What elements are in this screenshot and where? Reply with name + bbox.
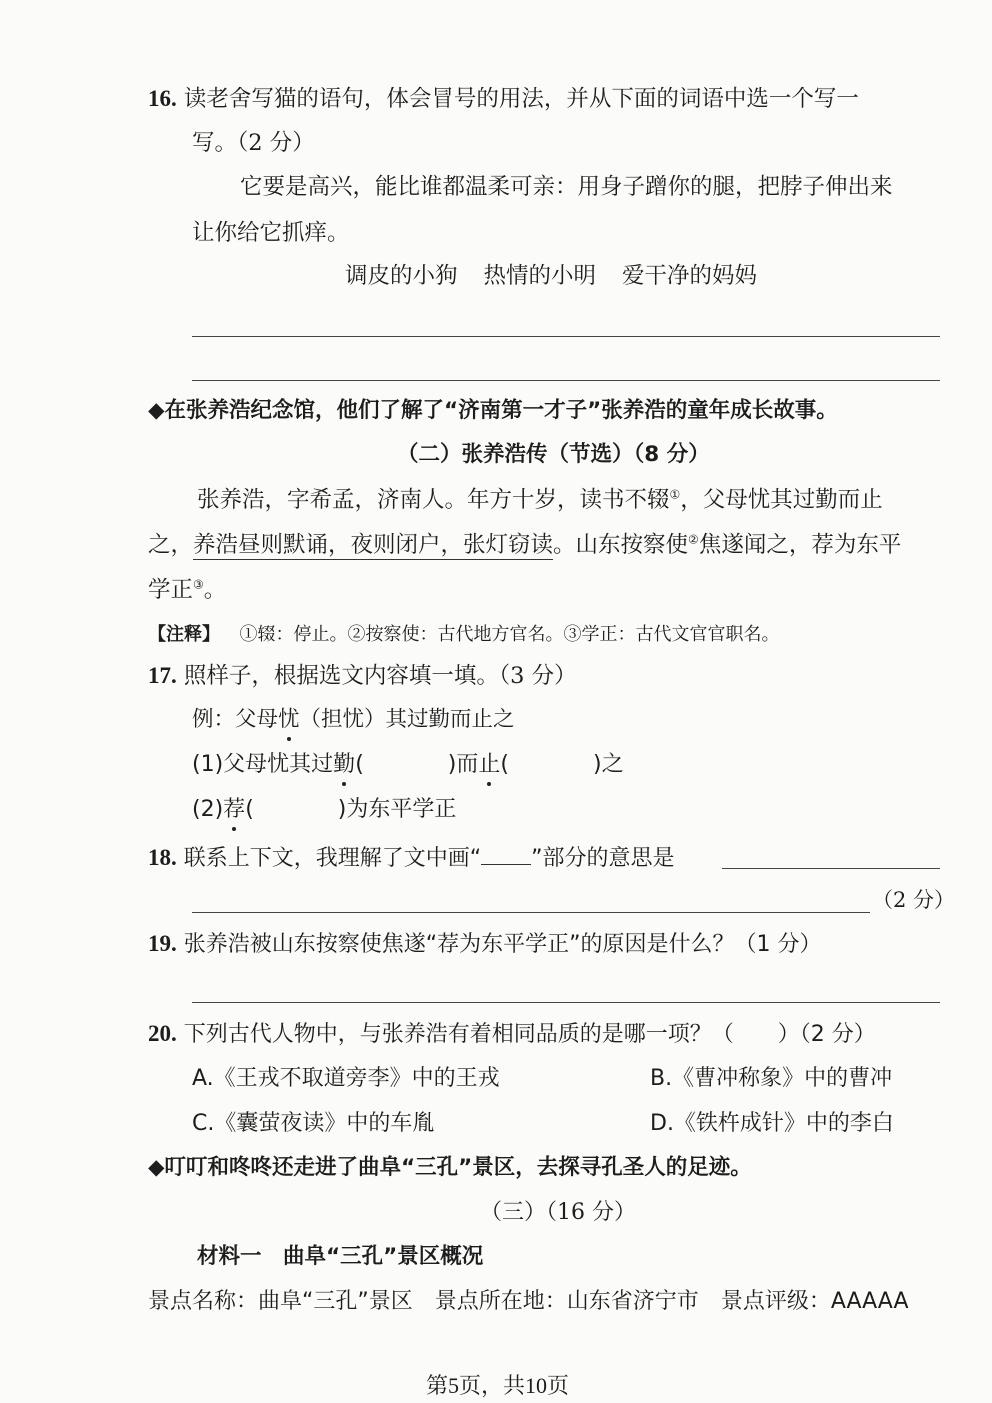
- question-number: 16.: [148, 86, 177, 111]
- item-text: (2): [192, 797, 224, 822]
- word-choice: 爱干净的妈妈: [622, 263, 758, 289]
- quote-line-2: 让你给它抓痒。: [192, 220, 350, 246]
- question-text: 张养浩被山东按察使焦遂“荐为东平学正”的原因是什么？（1 分）: [183, 932, 822, 957]
- item-text: )而: [447, 752, 479, 777]
- passage-text: 之，: [148, 532, 194, 558]
- underline-sample: [481, 840, 531, 865]
- passage-text: 学正: [148, 577, 194, 603]
- dotted-char: 勤: [333, 750, 355, 780]
- passage-text: ，父母忧其过勤而止: [680, 487, 883, 513]
- scenic-name: 景点名称：曲阜“三孔”景区: [148, 1289, 413, 1314]
- item-text: )为东平学正: [337, 797, 457, 822]
- answer-line[interactable]: [192, 1002, 940, 1003]
- example-text: （担忧）其过勤而止之: [299, 707, 515, 732]
- footnote-mark: ②: [688, 532, 699, 547]
- question-number: 18.: [148, 845, 177, 870]
- passage-text: 。: [203, 577, 227, 603]
- dotted-char: 止: [478, 750, 500, 780]
- quote-line-1: 它要是高兴，能比谁都温柔可亲：用身子蹭你的腿，把脖子伸出来: [240, 174, 893, 200]
- material-title: 材料一 曲阜“三孔”景区概况: [197, 1244, 484, 1269]
- passage-text: 焦遂闻之，荐为东平: [698, 532, 902, 558]
- answer-line[interactable]: [722, 868, 940, 869]
- question-16-line-1: [148, 84, 859, 114]
- question-text: ”部分的意思是: [531, 846, 675, 871]
- option-d[interactable]: D.《铁杵成针》中的李白: [650, 1111, 894, 1136]
- question-17: [148, 661, 577, 691]
- word-choice: 调皮的小狗: [345, 263, 458, 289]
- dotted-char: 忧: [278, 705, 300, 735]
- question-text: 下列古代人物中，与张养浩有着相同品质的是哪一项？（ ）（2 分）: [183, 1022, 876, 1047]
- question-text: 读老舍写猫的语句，体会冒号的用法，并从下面的词语中选一个写一: [183, 86, 859, 112]
- annotation-text: ①辍：停止。②按察使：古代地方官名。③学正：古代文官官职名。: [239, 624, 780, 645]
- word-choice: 热情的小明: [483, 263, 597, 289]
- scenic-rating: 景点评级：AAAAA: [720, 1289, 909, 1314]
- passage-line-3: [148, 575, 226, 605]
- question-19: [148, 929, 822, 960]
- passage-line-2: [148, 530, 901, 560]
- question-number: 20.: [148, 1021, 177, 1046]
- paren-open: (: [500, 752, 509, 777]
- example-text: 例：父母: [192, 707, 279, 732]
- answer-line[interactable]: [192, 380, 940, 381]
- annotation: [148, 620, 779, 650]
- question-16-line-2: 写。（2 分）: [192, 130, 315, 156]
- question-number: 17.: [148, 663, 177, 688]
- passage-text: 。山东按察使: [553, 532, 689, 558]
- paren-open: (: [245, 797, 254, 822]
- section-title: （二）张养浩传（节选）（8 分）: [397, 442, 710, 467]
- dotted-char: 荐: [223, 795, 245, 825]
- footnote-mark: ①: [669, 487, 681, 502]
- question-20: [148, 1019, 876, 1050]
- material-info: [148, 1287, 909, 1317]
- section-intro: ◆在张养浩纪念馆，他们了解了“济南第一才子”张养浩的童年成长故事。: [148, 398, 838, 423]
- scenic-location: 景点所在地：山东省济宁市: [434, 1289, 699, 1314]
- passage-line-1: [197, 485, 883, 515]
- annotation-label: 【注释】: [148, 624, 220, 645]
- passage-text: 张养浩，字希孟，济南人。年方十岁，读书不辍: [197, 487, 670, 513]
- section-intro: ◆叮叮和咚咚还走进了曲阜“三孔”景区，去探寻孔圣人的足迹。: [148, 1155, 752, 1180]
- item-text: )之: [592, 752, 624, 777]
- section-title: （三）（16 分）: [480, 1200, 636, 1225]
- footnote-mark: ③: [193, 577, 204, 592]
- score-label: （2 分）: [872, 888, 956, 912]
- item-text: (1)父母忧其过: [192, 752, 334, 777]
- fill-item-1: [192, 750, 624, 780]
- answer-line[interactable]: [192, 336, 940, 337]
- option-b[interactable]: B.《曹冲称象》中的曹冲: [650, 1066, 893, 1091]
- question-number: 19.: [148, 931, 177, 956]
- example-line: [192, 705, 515, 735]
- option-a[interactable]: A.《王戎不取道旁李》中的王戎: [192, 1066, 500, 1091]
- fill-item-2: [192, 795, 456, 825]
- question-text: 照样子，根据选文内容填一填。（3 分）: [183, 663, 577, 689]
- answer-line[interactable]: [192, 912, 870, 913]
- question-text: 联系上下文，我理解了文中画“: [183, 846, 482, 871]
- option-c[interactable]: C.《囊萤夜读》中的车胤: [192, 1111, 435, 1136]
- page-footer: 第5页，共10页: [426, 1373, 570, 1398]
- paren-open: (: [355, 752, 364, 777]
- word-choices: [345, 261, 757, 291]
- question-18: [148, 840, 675, 874]
- underlined-passage: 养浩昼则默诵，夜则闭户，张灯窃读: [193, 532, 554, 558]
